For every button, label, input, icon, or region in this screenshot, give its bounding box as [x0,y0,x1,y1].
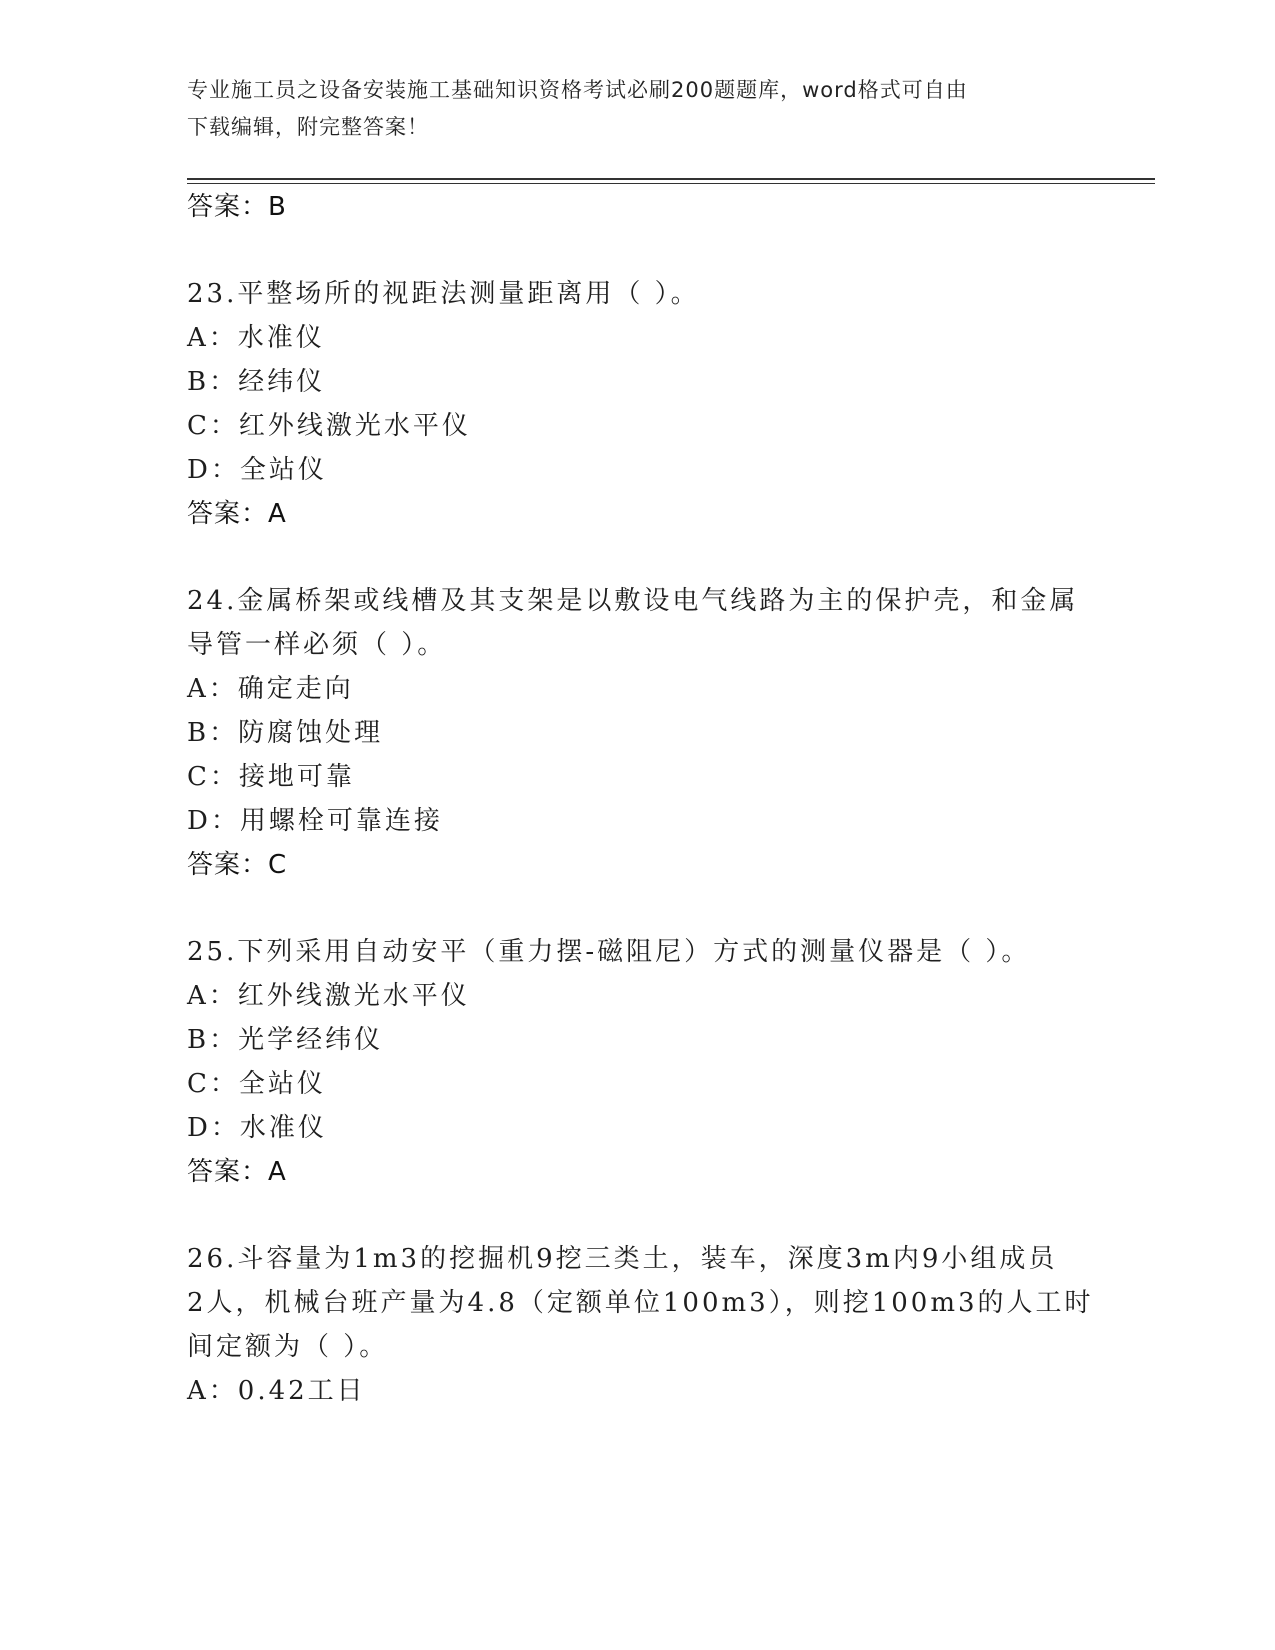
header-line-2: 下载编辑，附完整答案！ [187,115,429,139]
question-24-stem-line-2: 导管一样必须（ ）。 [187,630,447,660]
question-26-stem-line-1: 26.斗容量为1m3的挖掘机9挖三类土，装车，深度3m内9小组成员 [187,1244,1058,1274]
question-24-stem-line-1: 24.金属桥架或线槽及其支架是以敷设电气线路为主的保护壳，和金属 [187,586,1079,616]
question-24-option-c: C：接地可靠 [187,762,355,792]
header-divider-thin [187,183,1155,184]
question-25-stem: 25.下列采用自动安平（重力摆-磁阻尼）方式的测量仪器是（ ）。 [187,937,1031,967]
previous-answer: 答案：B [187,192,287,222]
question-26-option-a: A：0.42工日 [187,1376,366,1406]
question-23-answer: 答案：A [187,499,287,529]
question-24-option-b: B：防腐蚀处理 [187,718,384,748]
question-25-option-d: D：水准仪 [187,1113,327,1143]
question-23-option-c: C：红外线激光水平仪 [187,411,471,441]
question-23-option-b: B：经纬仪 [187,367,326,397]
question-24-option-d: D：用螺栓可靠连接 [187,806,443,836]
question-26-stem-line-2: 2人，机械台班产量为4.8（定额单位100m3），则挖100m3的人工时 [187,1288,1094,1318]
question-24-answer: 答案：C [187,850,288,880]
question-25-option-a: A：红外线激光水平仪 [187,981,470,1011]
header-divider-thick [187,178,1155,180]
document-header [187,72,1067,146]
question-23-stem: 23.平整场所的视距法测量距离用（ ）。 [187,279,700,309]
header-line-1: 专业施工员之设备安装施工基础知识资格考试必刷200题题库，word格式可自由 [187,78,968,102]
question-25-option-c: C：全站仪 [187,1069,326,1099]
question-24-option-a: A：确定走向 [187,674,354,704]
question-26-stem-line-3: 间定额为（ ）。 [187,1332,389,1362]
question-23-option-d: D：全站仪 [187,455,327,485]
question-23-option-a: A：水准仪 [187,323,325,353]
question-25-answer: 答案：A [187,1157,287,1187]
question-25-option-b: B：光学经纬仪 [187,1025,384,1055]
